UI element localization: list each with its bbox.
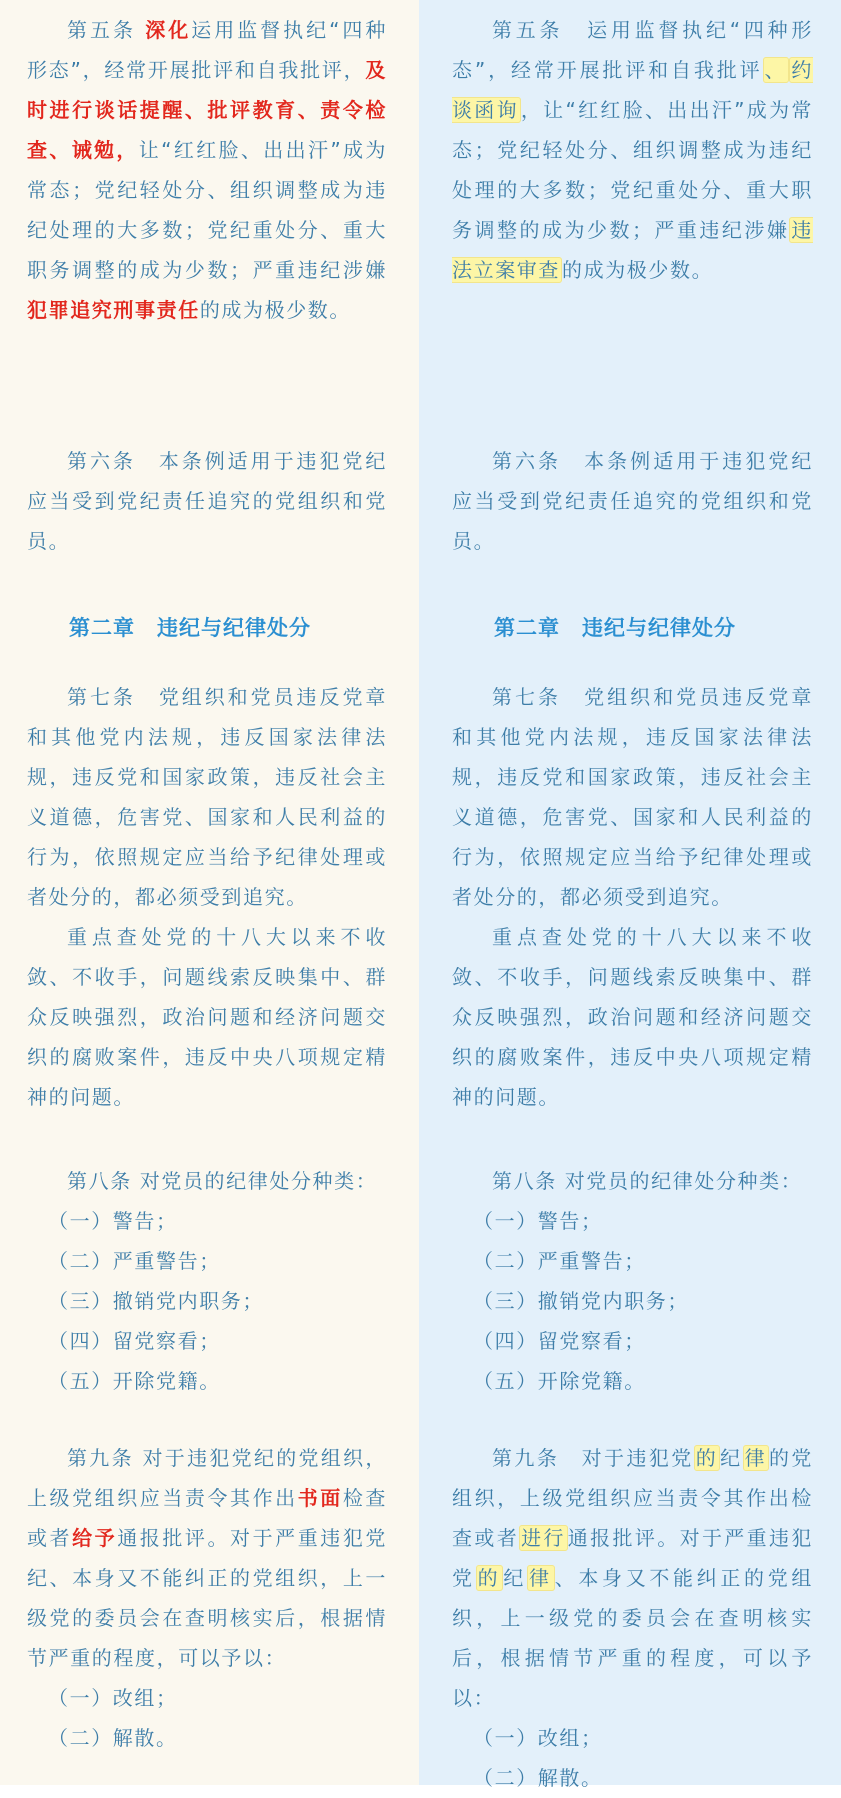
left-article-8: 第八条 对党员的纪律处分种类： （一）警告； （二）严重警告； （三）撤销党内职务； （四）留党察看； （五）开除党籍。 [0,1161,419,1401]
left-chapter-heading: 第二章 违纪与纪律处分 [69,616,311,640]
list-item: （二）严重警告； [473,1249,646,1273]
highlight-text: 的 [695,1446,719,1470]
list-item: （一）警告； [473,1209,603,1233]
highlight-text: 的 [477,1566,502,1590]
left-article-5 [0,10,419,330]
list-item: （四）留党察看； [48,1329,221,1353]
list-item: （二）解散。 [48,1726,178,1750]
highlight-text: 律 [744,1446,767,1470]
emphasis-text: 书面 [297,1486,343,1510]
left-article-9: 第九条 对于违犯党纪的党组织，上级党组织应当责令其作出书面检查或者给予通报批评。对于严重违犯党纪、本身又不能纠正的党组织，上一级党的委员会在查明核实后，根据情节严重的程度，可以予以： （一）改组； （二）解散。 [0,1438,419,1758]
highlight-text: 约谈函询 [452,58,813,122]
right-chapter-heading: 第二章 违纪与纪律处分 [494,616,736,640]
right-article-9: 第九条 对于违犯党 的 纪 律 的党组织，上级党组织应当责令其作出检查或者 进行 通报批评。对于严重违犯党 的 纪 律 、本身又不能纠正的党组织，上一级党的委员会在查明核实后，根据情节严重的程度，可以予以： （一）改组； （二）解散。 [419,1438,841,1798]
emphasis-text: 犯罪追究刑事责任 [27,298,200,322]
highlight-text: 、 [764,58,788,82]
list-item: （三）撤销党内职务； [48,1289,264,1313]
list-item: （五）开除党籍。 [473,1369,646,1393]
left-article-5-text: 第五条 深化运用监督执纪“四种形态”，经常开展批评和自我批评，及时进行谈话提醒、批评教育、责令检查、诫勉，让“红红脸、出出汗”成为常态；党纪轻处分、组织调整成为违纪处理的大多数；党纪重处分、重大职务调整的成为少数；严重违纪涉嫌犯罪追究刑事责任的成为极少数。 [27,18,387,322]
list-item: （二）解散。 [473,1766,603,1790]
list-item: （五）开除党籍。 [48,1369,221,1393]
right-article-5: 第五条 运用监督执纪“四种形态”，经常开展批评和自我批评 、 约谈函询 ，让“红红脸、出出汗”成为常态；党纪轻处分、组织调整成为违纪处理的大多数；党纪重处分、重大职务调整的成为少数；严重违纪涉嫌 违法立案审查 的成为极少数。 [452,18,813,282]
right-article-7: 第七条 党组织和党员违反党章和其他党内法规，违反国家法律法规，违反党和国家政策，违反社会主义道德，危害党、国家和人民利益的行为，依照规定应当给予纪律处理或者处分的，都必须受到追究。 重点查处党的十八大以来不收敛、不收手，问题线索反映集中、群众反映强烈，政治问题和经济问题交织的腐败案件，违反中央八项规定精神的问题。 [452,685,813,1109]
highlight-text: 违法立案审查 [452,218,813,282]
list-item: （一）警告； [48,1209,178,1233]
list-item: （四）留党察看； [473,1329,646,1353]
list-item: （一）改组； [473,1726,603,1750]
right-article-8: 第八条 对党员的纪律处分种类： （一）警告； （二）严重警告； （三）撤销党内职务； （四）留党察看； （五）开除党籍。 [419,1161,841,1401]
emphasis-text: 给予 [72,1526,118,1550]
highlight-text: 律 [529,1566,553,1590]
list-item: （一）改组； [48,1686,178,1710]
left-column-revised [0,0,419,1785]
left-article-6: 第六条 本条例适用于违犯党纪应当受到党纪责任追究的党组织和党员。 [27,449,387,553]
highlight-text: 进行 [521,1526,566,1550]
list-item: （三）撤销党内职务； [473,1289,689,1313]
left-article-7: 第七条 党组织和党员违反党章和其他党内法规，违反国家法律法规，违反党和国家政策，违反社会主义道德，危害党、国家和人民利益的行为，依照规定应当给予纪律处理或者处分的，都必须受到追究。 重点查处党的十八大以来不收敛、不收手，问题线索反映集中、群众反映强烈，政治问题和经济问题交织的腐败案件，违反中央八项规定精神的问题。 [27,685,387,1109]
right-article-6: 第六条 本条例适用于违犯党纪应当受到党纪责任追究的党组织和党员。 [452,449,813,553]
right-column-original [419,0,841,1790]
emphasis-text: 深化 [145,18,192,42]
emphasis-text: 及时进行谈话提醒、批评教育、责令检查、诫勉， [27,58,387,162]
list-item: （二）严重警告； [48,1249,221,1273]
